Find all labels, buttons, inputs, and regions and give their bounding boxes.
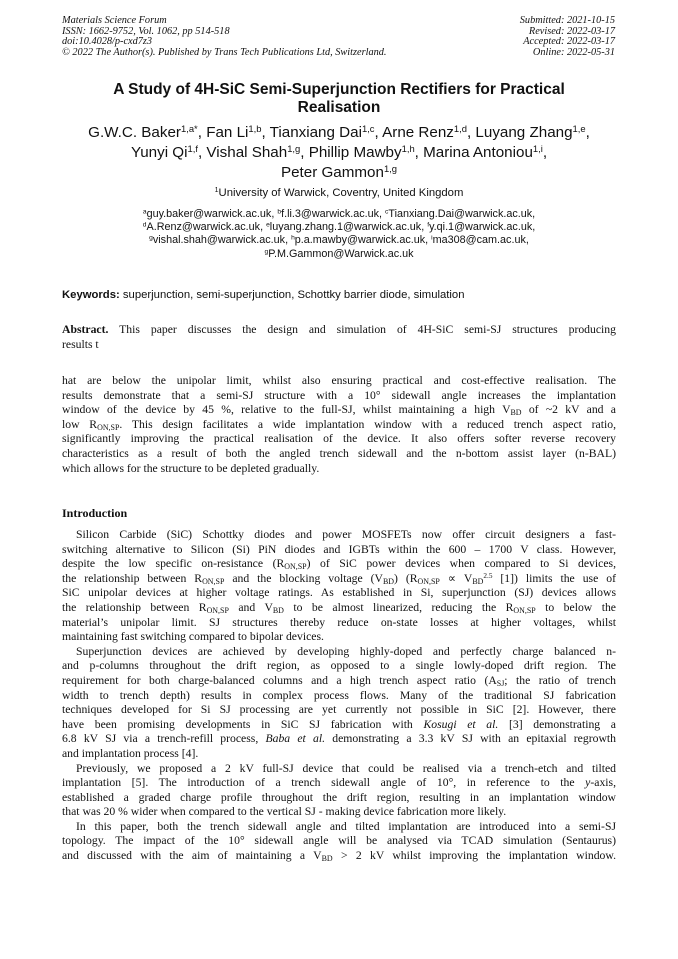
email-line-4: $^g$P.M.Gammon@Warwick.ac.uk	[264, 247, 414, 260]
date-submitted: Submitted: 2021-10-15	[519, 15, 615, 26]
copyright: © 2022 The Author(s). Published by Trans Tech Publications Ltd, Switzerland.	[62, 46, 387, 58]
email-line-1: $^a$guy.baker@warwick.ac.uk, $^b$f.li.3@warwick.ac.uk, $^c$Tianxiang.Dai@warwick.ac.uk,	[142, 208, 536, 220]
author: Yunyi Qi	[130, 144, 188, 161]
paper-title	[70, 81, 608, 117]
date-online: Online: 2022-05-31	[532, 46, 615, 58]
author: Luyang Zhang	[475, 124, 573, 141]
email-link[interactable]: P.M.Gammon@Warwick.ac.uk	[268, 247, 414, 260]
author: Fan Li	[206, 124, 249, 141]
journal-issn: ISSN: 1662-9752, Vol. 1062, pp 514-518	[62, 25, 230, 37]
email-link[interactable]: ma308@cam.ac.uk	[432, 234, 526, 247]
paragraph-1: Silicon Carbide (SiC) Schottky diodes and power MOSFETs now offer circuit designers a fast-	[76, 528, 616, 541]
email-link[interactable]: luyang.zhang.1@warwick.ac.uk	[269, 221, 422, 234]
paragraph-4: In this paper, both the trench sidewall angle and tilted implantation are introduced into a semi-SJ	[76, 819, 616, 833]
keywords-text: superjunction, semi-superjunction, Schottky barrier diode, simulation	[119, 289, 465, 301]
author: Peter Gammon	[280, 164, 384, 181]
author-line-2: Yunyi Qi$^{1,f}$, Vishal Shah$^{1,g}$, Phillip Mawby$^{1,h}$, Marina Antoniou$^{1,i}$,	[130, 142, 548, 161]
email-list	[60, 208, 618, 261]
date-revised: Revised: 2022-03-17	[528, 25, 615, 37]
email-line-3: $^g$vishal.shah@warwick.ac.uk, $^h$p.a.mawby@warwick.ac.uk, $^i$ma308@cam.ac.uk,	[149, 234, 529, 247]
email-link[interactable]: Tianxiang.Dai@warwick.ac.uk	[388, 208, 533, 220]
paragraph-2: Superjunction devices are achieved by developing highly-doped and perfectly charge balanced n-	[76, 644, 616, 658]
author-line-3: Peter Gammon$^{1,g}$	[280, 162, 398, 181]
email-link[interactable]: vishal.shah@warwick.ac.uk	[152, 234, 286, 247]
abstract-continued: hat are below the unipolar limit, whilst also ensuring practical and cost-effective realisation. The results demonstrate that a semi-SJ structure with a 10° sidewall angle increases the implantation window of the device by 45 %, relative to the full-SJ, whilst maintaining a high $V_{BD}$ of ~2 kV and a low $R_{ON,SP}$. This design facilitates a wide implantation window with a reduced trench aspect ratio, significantly improving the practical realisation of the device. It also offers softer reverse recovery characteristics as a result of both the angled trench sidewall and the n-bottom assist layer (n-BAL) which allows for the structure to be depleted gradually.	[62, 374, 617, 475]
paragraph-3: Previously, we proposed a 2 kV full-SJ device that could be realised via a trench-etch and tilted	[76, 761, 616, 775]
author: Vishal Shah	[206, 144, 288, 161]
keywords-label: Keywords:	[62, 289, 120, 301]
title-line-2: Realisation	[297, 99, 381, 116]
author: G.W.C. Baker	[88, 124, 181, 141]
section-heading-introduction: Introduction	[62, 506, 128, 520]
introduction-body: Silicon Carbide (SiC) Schottky diodes and power MOSFETs now offer circuit designers a fast- switching alternative to Silicon (Si) PiN diodes and IGBTs within the 600 – 1700 V class. However, despite the low specific on-resistance $(R_{ON,SP})$ of SiC power devices when compared to Si devices, the relationship between $R_{ON,SP}$ and the blocking voltage $(V_{BD}) (R_{ON,SP} \propto V_{BD}^{2.5}$ [1]) limits the use of SiC unipolar devices at higher voltage ratings. As established in Si, superjunction (SJ) devices allows the relationship between $R_{ON,SP}$ and $V_{BD}$ to be almost linearized, reducing the $R_{ON,SP}$ to below the material’s unipolar limit. SJ structures thereby reduce on-state losses at higher voltages, whilst maintaining fast switching compared to bipolar devices. Superjunction devices are achieved by developing highly-doped and perfectly charge balanced n- and p-columns throughout the drift region, as opposed to a single lowly-doped drift region. The requirement for both charge-balanced columns and a high trench aspect ratio ($A_{SJ}$; the ratio of trench width to trench depth) results in complex process flows. Many of the traditional SJ fabrication techniques developed for Si SJ processing are yet currently not possible in SiC [2]. However, there have been promising developments in SiC SJ fabrication with Kosugi et al. [3] demonstrating a 6.8 kV SJ via a trench-refill process, Baba et al. demonstrating a 3.3 kV SJ with an epitaxial regrowth and implantation process [4]. Previously, we proposed a 2 kV full-SJ device that could be realised via a trench-etch and tilted implantation [5]. The introduction of a trench sidewall angle of 10°, in reference to the y-axis, established a graded charge profile throughout the drift region, resulting in an implantation window that was 20 % wider when compared to the vertical SJ - making device fabrication more likely. In this paper, both the trench sidewall angle and tilted implantation are introduced into a semi-SJ topology. The impact of the 10° sidewall angle will be analysed via TCAD simulation (Sentaurus) and discussed with the aim of maintaining a $V_{BD} > 2$ kV whilst improving the implantation window.	[62, 528, 616, 864]
author-list	[60, 123, 618, 183]
email-link[interactable]: p.a.mawby@warwick.ac.uk	[294, 234, 426, 247]
title-line-1: A Study of 4H-SiC Semi-Superjunction Rectifiers for Practical	[113, 81, 565, 98]
author: Tianxiang Dai	[269, 124, 362, 141]
email-line-2: $^d$A.Renz@warwick.ac.uk, $^e$luyang.zhang.1@warwick.ac.uk, $^f$y.qi.1@warwick.ac.uk,	[142, 221, 536, 234]
email-link[interactable]: guy.baker@warwick.ac.uk	[146, 208, 272, 220]
author: Arne Renz	[382, 124, 454, 141]
affiliation: $^1$University of Warwick, Coventry, United Kingdom	[214, 187, 464, 199]
author: Marina Antoniou	[423, 144, 533, 161]
publication-dates	[520, 16, 615, 58]
journal-info	[62, 16, 386, 58]
abstract-start: Abstract. This paper discusses the design and simulation of 4H-SiC semi-SJ structures producing results t	[62, 323, 616, 351]
doi: doi:10.4028/p-cxd7z3	[62, 36, 153, 48]
email-link[interactable]: y.qi.1@warwick.ac.uk	[429, 221, 533, 234]
keywords	[62, 288, 618, 302]
date-accepted: Accepted: 2022-03-17	[523, 36, 615, 48]
abstract-label: Abstract.	[62, 323, 109, 336]
author: Phillip Mawby	[308, 144, 402, 161]
journal-name: Materials Science Forum	[62, 15, 167, 26]
email-link[interactable]: f.li.3@warwick.ac.uk	[281, 208, 380, 220]
email-link[interactable]: A.Renz@warwick.ac.uk	[146, 221, 261, 234]
author-line-1: G.W.C. Baker$^{1,a*}$, Fan Li$^{1,b}$, Tianxiang Dai$^{1,c}$, Arne Renz$^{1,d}$, Luyang Zhang$^{1,e}$,	[88, 122, 590, 141]
